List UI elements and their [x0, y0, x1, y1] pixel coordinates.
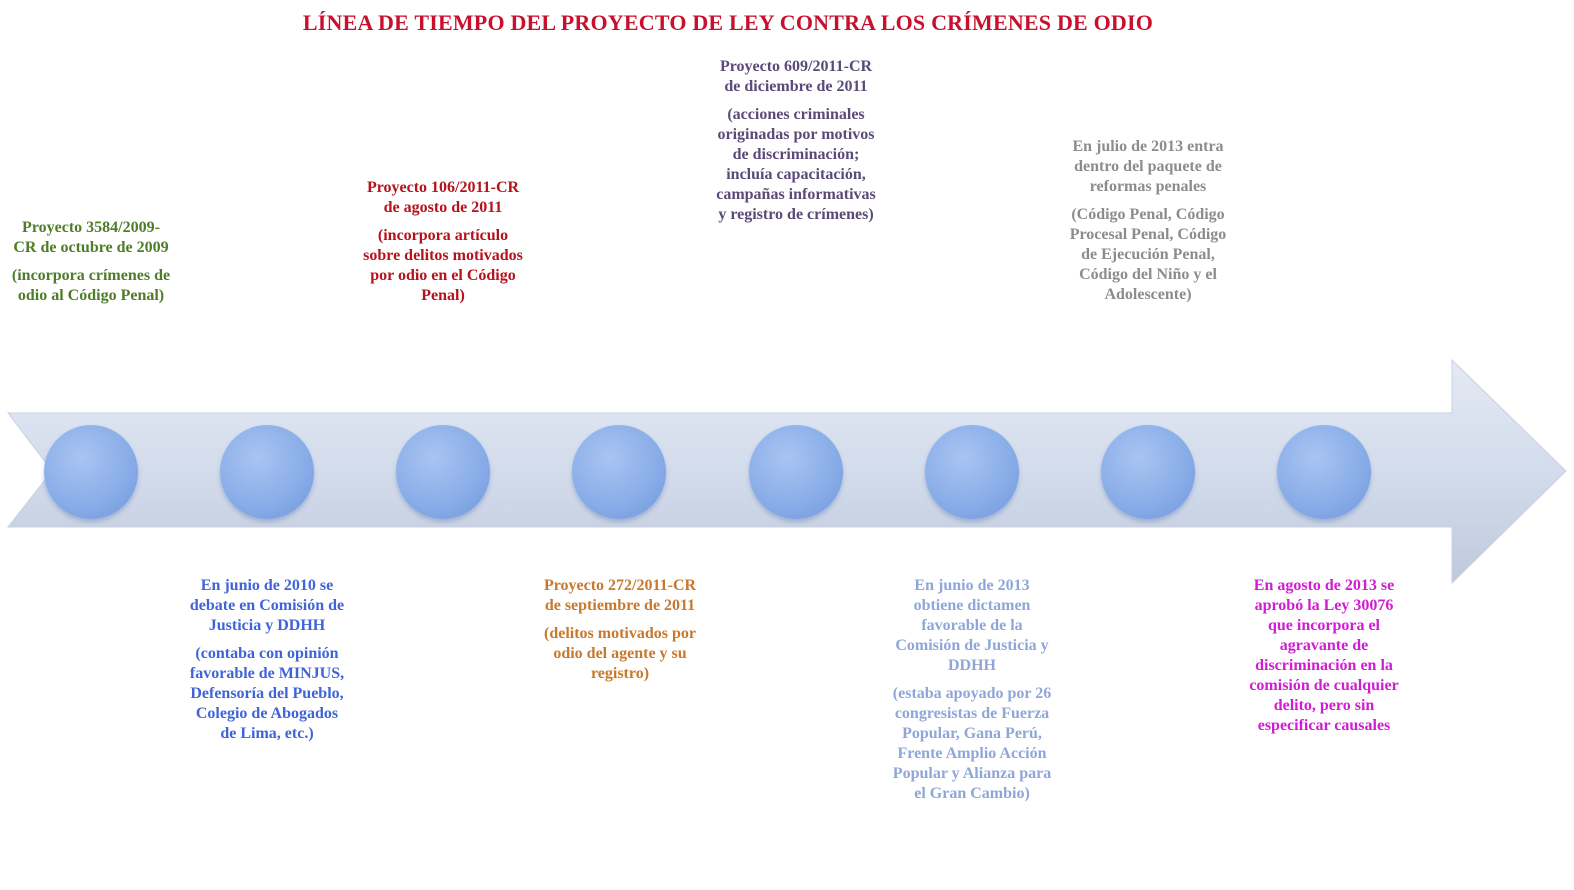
- event-heading: Proyecto 609/2011-CR de diciembre de 2011: [719, 58, 873, 95]
- event-2013-08: [1244, 576, 1404, 736]
- timeline-node-7: [1101, 425, 1195, 519]
- event-detail: (estaba apoyado por 26 congresistas de Fuerza Popular, Gana Perú, Frente Amplio Acción Popular y Alianza para el Gran Cambio): [892, 685, 1052, 802]
- timeline-node-3: [396, 425, 490, 519]
- event-detail: (incorpora artículo sobre delitos motivados por odio en el Código Penal): [363, 227, 523, 304]
- event-2013-06: [892, 576, 1052, 804]
- event-heading: En junio de 2010 se debate en Comisión de Justicia y DDHH: [189, 577, 345, 634]
- timeline-node-2: [220, 425, 314, 519]
- timeline-node-4: [572, 425, 666, 519]
- event-2013-07: [1068, 137, 1228, 305]
- event-heading: En agosto de 2013 se aprobó la Ley 30076 que incorpora el agravante de discriminación en la comisión de cualquier delito, pero sin especificar causales: [1249, 577, 1399, 734]
- event-2011-09: [540, 576, 700, 684]
- event-heading: Proyecto 106/2011-CR de agosto de 2011: [366, 179, 520, 216]
- event-detail: (acciones criminales originadas por motivos de discriminación; incluía capacitación, campañas informativas y registro de crímenes): [716, 106, 876, 223]
- event-detail: (incorpora crímenes de odio al Código Penal): [11, 267, 171, 304]
- timeline-node-8: [1277, 425, 1371, 519]
- timeline-title: LÍNEA DE TIEMPO DEL PROYECTO DE LEY CONTRA LOS CRÍMENES DE ODIO: [302, 10, 1154, 35]
- event-2011-12: [716, 57, 876, 225]
- timeline-node-1: [44, 425, 138, 519]
- timeline-node-5: [749, 425, 843, 519]
- event-heading: En julio de 2013 entra dentro del paquete de reformas penales: [1072, 138, 1224, 195]
- event-2011-08: [363, 178, 523, 306]
- event-2009-10: [11, 218, 171, 306]
- event-heading: Proyecto 272/2011-CR de septiembre de 2011: [543, 577, 697, 614]
- event-detail: (delitos motivados por odio del agente y su registro): [544, 625, 696, 682]
- event-heading: Proyecto 3584/2009-CR de octubre de 2009: [13, 219, 169, 256]
- event-heading: En junio de 2013 obtiene dictamen favorable de la Comisión de Justicia y DDHH: [895, 577, 1049, 674]
- event-detail: (contaba con opinión favorable de MINJUS, Defensoría del Pueblo, Colegio de Abogados de Lima, etc.): [189, 645, 345, 742]
- timeline-node-6: [925, 425, 1019, 519]
- event-2010-06: [187, 576, 347, 744]
- event-detail: (Código Penal, Código Procesal Penal, Código de Ejecución Penal, Código del Niño y el Adolescente): [1069, 206, 1227, 303]
